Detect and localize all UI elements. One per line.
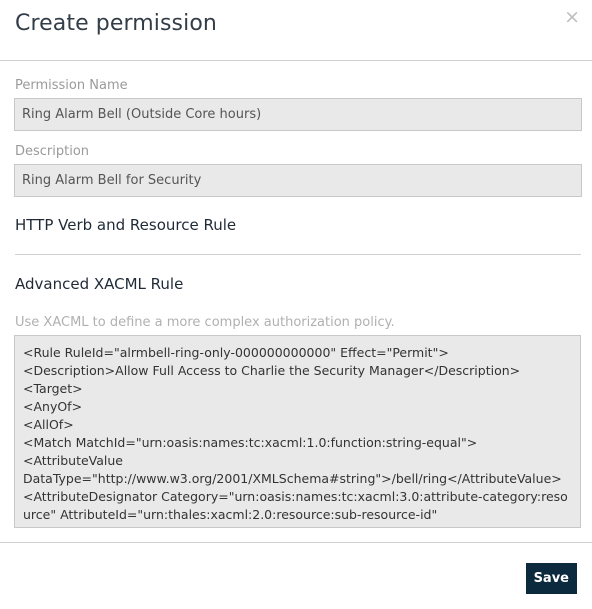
http-rule-section-title[interactable]: HTTP Verb and Resource Rule (15, 216, 237, 234)
modal-title: Create permission (15, 11, 217, 36)
section-divider (15, 254, 581, 255)
save-button[interactable]: Save (526, 563, 577, 594)
description-input[interactable] (14, 164, 582, 197)
permission-name-input[interactable] (14, 98, 582, 131)
xacml-section-title[interactable]: Advanced XACML Rule (15, 275, 184, 293)
xacml-rule-textarea[interactable]: <Rule RuleId="alrmbell-ring-only-000000000000" Effect="Permit"> <Description>Allow Full Access to Charlie the Security Manager</Description> <Target> <AnyOf> <AllOf> <Match MatchId="urn:oasis:names:tc:xacml:1.0:function:string-equal"> <AttributeValue DataType="http://www.w3.org/2001/XMLSchema#string">/bell/ring</AttributeValue> <AttributeDesignator Category="urn:oasis:names:tc:xacml:3.0:attribute-category:resource" AttributeId="urn:thales:xacml:2.0:resource:sub-resource-id" (14, 335, 581, 528)
xacml-hint: Use XACML to define a more complex authorization policy. (15, 315, 395, 330)
description-label: Description (15, 144, 90, 159)
close-icon[interactable]: × (564, 6, 580, 28)
modal-header (0, 0, 592, 61)
modal-footer (0, 542, 592, 609)
permission-name-label: Permission Name (15, 78, 128, 93)
